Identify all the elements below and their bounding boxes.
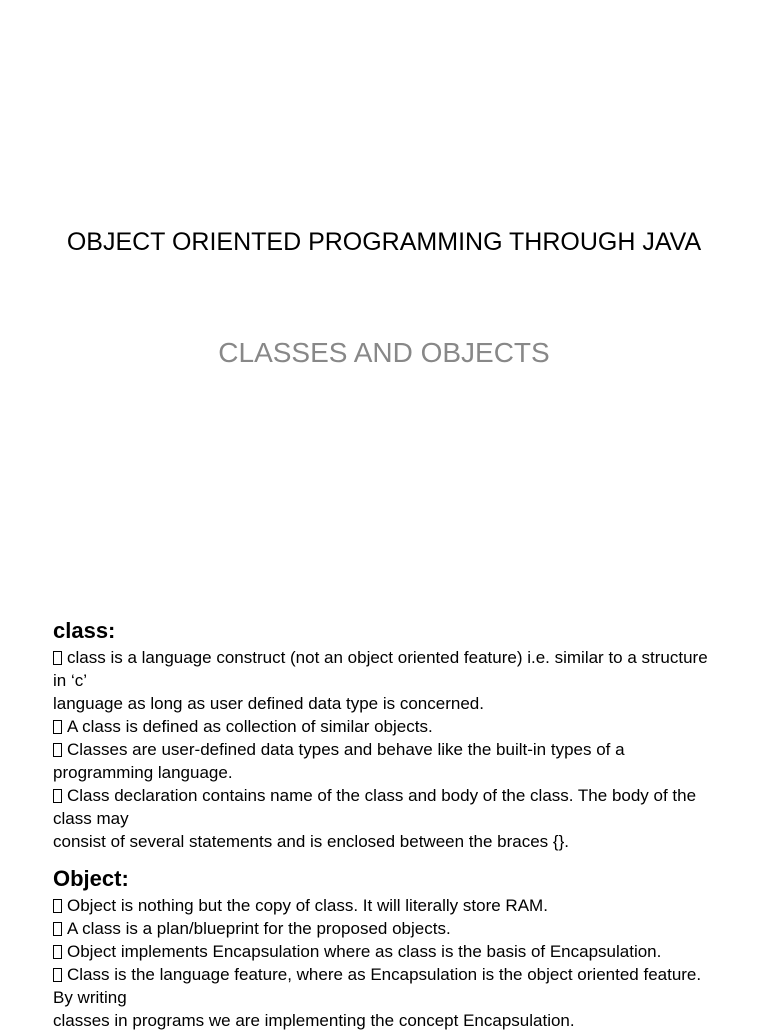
text-line: A class is defined as collection of similar objects.	[53, 715, 743, 738]
document-body	[53, 616, 743, 1032]
page-subtitle: CLASSES AND OBJECTS	[218, 337, 550, 368]
text-line: Class declaration contains name of the class and body of the class. The body of the	[53, 784, 743, 807]
bullet-icon	[53, 899, 62, 913]
section-heading-object: Object:	[53, 866, 129, 891]
text-line: By writing	[53, 988, 127, 1007]
section-object	[53, 864, 743, 1032]
bullet-icon	[53, 922, 62, 936]
section-class	[53, 616, 743, 853]
text-line: language as long as user defined data type is concerned.	[53, 694, 484, 713]
text-line: consist of several statements and is enclosed between the braces {}.	[53, 832, 569, 851]
bullet-icon	[53, 945, 62, 959]
page-title: OBJECT ORIENTED PROGRAMMING THROUGH JAVA	[66, 228, 702, 256]
bullet-icon	[53, 651, 62, 665]
bullet-icon	[53, 789, 62, 803]
text-line: class may	[53, 809, 129, 828]
text-line: in ‘c’	[53, 671, 88, 690]
section-heading-class: class:	[53, 618, 116, 643]
text-line: Classes are user-defined data types and behave like the built-in types of a	[53, 738, 743, 761]
text-line: A class is a plan/blueprint for the proposed objects.	[53, 917, 743, 940]
bullet-icon	[53, 968, 62, 982]
text-line: class is a language construct (not an object oriented feature) i.e. similar to a structure	[53, 646, 743, 669]
bullet-icon	[53, 720, 62, 734]
bullet-icon	[53, 743, 62, 757]
text-line: Object implements Encapsulation where as class is the basis of Encapsulation.	[53, 940, 743, 963]
text-line: Class is the language feature, where as Encapsulation is the object oriented feature.	[53, 963, 743, 986]
text-line: Object is nothing but the copy of class. It will literally store RAM.	[53, 894, 743, 917]
text-line: programming language.	[53, 763, 233, 782]
text-line: classes in programs we are implementing the concept Encapsulation.	[53, 1011, 575, 1030]
